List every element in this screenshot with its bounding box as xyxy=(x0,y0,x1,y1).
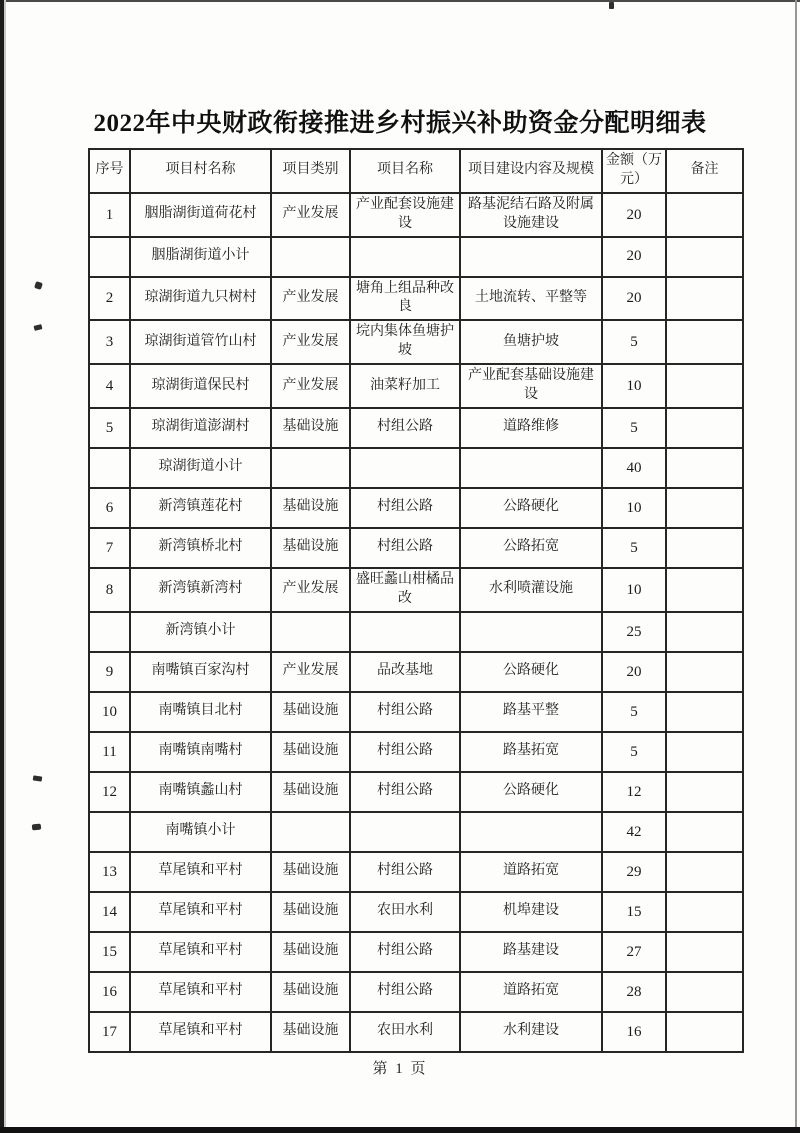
cell-category xyxy=(271,612,350,652)
cell-content: 道路拓宽 xyxy=(460,852,602,892)
cell-content: 路基平整 xyxy=(460,692,602,732)
cell-amount: 20 xyxy=(602,277,666,321)
cell-note xyxy=(666,408,743,448)
cell-village: 草尾镇和平村 xyxy=(130,892,271,932)
cell-amount: 25 xyxy=(602,612,666,652)
table-row xyxy=(89,488,743,528)
cell-project xyxy=(350,612,460,652)
table-row xyxy=(89,364,743,408)
scan-edge-right xyxy=(795,0,797,1133)
cell-content xyxy=(460,812,602,852)
cell-no: 17 xyxy=(89,1012,130,1052)
cell-village: 琼湖街道澎湖村 xyxy=(130,408,271,448)
cell-amount: 20 xyxy=(602,237,666,277)
scan-edge-bottom xyxy=(0,1127,800,1133)
cell-note xyxy=(666,364,743,408)
cell-project: 村组公路 xyxy=(350,408,460,448)
cell-village: 南嘴镇目北村 xyxy=(130,692,271,732)
cell-project: 油菜籽加工 xyxy=(350,364,460,408)
cell-no: 8 xyxy=(89,568,130,612)
cell-no xyxy=(89,812,130,852)
table-row xyxy=(89,277,743,321)
table-row xyxy=(89,772,743,812)
table-row xyxy=(89,852,743,892)
cell-project: 村组公路 xyxy=(350,772,460,812)
cell-note xyxy=(666,1012,743,1052)
cell-note xyxy=(666,972,743,1012)
cell-no: 14 xyxy=(89,892,130,932)
cell-category: 基础设施 xyxy=(271,528,350,568)
cell-content: 产业配套基础设施建设 xyxy=(460,364,602,408)
cell-project: 村组公路 xyxy=(350,932,460,972)
cell-note xyxy=(666,568,743,612)
cell-note xyxy=(666,237,743,277)
cell-village: 新湾镇新湾村 xyxy=(130,568,271,612)
cell-project: 品改基地 xyxy=(350,652,460,692)
cell-no xyxy=(89,448,130,488)
cell-amount: 5 xyxy=(602,408,666,448)
cell-amount: 16 xyxy=(602,1012,666,1052)
cell-note xyxy=(666,812,743,852)
cell-project xyxy=(350,448,460,488)
cell-project: 村组公路 xyxy=(350,732,460,772)
table-row xyxy=(89,892,743,932)
cell-no: 2 xyxy=(89,277,130,321)
cell-no: 12 xyxy=(89,772,130,812)
cell-village: 草尾镇和平村 xyxy=(130,972,271,1012)
cell-content: 道路维修 xyxy=(460,408,602,448)
cell-note xyxy=(666,488,743,528)
cell-project: 盛旺蠡山柑橘品改 xyxy=(350,568,460,612)
cell-content: 公路硬化 xyxy=(460,652,602,692)
cell-content: 公路硬化 xyxy=(460,488,602,528)
cell-project xyxy=(350,237,460,277)
cell-amount: 29 xyxy=(602,852,666,892)
column-header: 项目建设内容及规模 xyxy=(460,149,602,193)
cell-no: 1 xyxy=(89,193,130,237)
cell-no xyxy=(89,237,130,277)
cell-no: 16 xyxy=(89,972,130,1012)
cell-note xyxy=(666,772,743,812)
cell-note xyxy=(666,612,743,652)
column-header: 项目村名称 xyxy=(130,149,271,193)
cell-category xyxy=(271,237,350,277)
cell-note xyxy=(666,932,743,972)
cell-no: 13 xyxy=(89,852,130,892)
cell-amount: 10 xyxy=(602,488,666,528)
cell-amount: 5 xyxy=(602,692,666,732)
column-header: 项目类别 xyxy=(271,149,350,193)
cell-village: 新湾镇桥北村 xyxy=(130,528,271,568)
cell-no: 5 xyxy=(89,408,130,448)
cell-category: 基础设施 xyxy=(271,488,350,528)
cell-content: 路基拓宽 xyxy=(460,732,602,772)
scan-edge-top xyxy=(0,0,800,2)
cell-village: 草尾镇和平村 xyxy=(130,852,271,892)
subtotal-row xyxy=(89,812,743,852)
cell-content: 道路拓宽 xyxy=(460,972,602,1012)
cell-no: 6 xyxy=(89,488,130,528)
cell-village: 琼湖街道管竹山村 xyxy=(130,320,271,364)
cell-category: 基础设施 xyxy=(271,852,350,892)
cell-project: 村组公路 xyxy=(350,692,460,732)
table-row xyxy=(89,732,743,772)
cell-no: 11 xyxy=(89,732,130,772)
cell-note xyxy=(666,448,743,488)
cell-note xyxy=(666,320,743,364)
cell-amount: 27 xyxy=(602,932,666,972)
cell-content xyxy=(460,612,602,652)
cell-amount: 40 xyxy=(602,448,666,488)
cell-village: 琼湖街道保民村 xyxy=(130,364,271,408)
cell-note xyxy=(666,277,743,321)
cell-category: 基础设施 xyxy=(271,892,350,932)
cell-category: 基础设施 xyxy=(271,692,350,732)
cell-content: 机埠建设 xyxy=(460,892,602,932)
cell-category: 基础设施 xyxy=(271,972,350,1012)
cell-project: 村组公路 xyxy=(350,528,460,568)
cell-note xyxy=(666,852,743,892)
cell-content: 鱼塘护坡 xyxy=(460,320,602,364)
cell-category: 产业发展 xyxy=(271,193,350,237)
cell-village: 南嘴镇蠡山村 xyxy=(130,772,271,812)
scan-artifact xyxy=(34,281,43,290)
table-row xyxy=(89,568,743,612)
cell-amount: 5 xyxy=(602,320,666,364)
cell-content xyxy=(460,448,602,488)
cell-village: 南嘴镇南嘴村 xyxy=(130,732,271,772)
cell-note xyxy=(666,732,743,772)
scan-artifact xyxy=(609,2,614,9)
subsidy-table xyxy=(88,148,744,1053)
cell-project: 农田水利 xyxy=(350,1012,460,1052)
cell-village: 新湾镇莲花村 xyxy=(130,488,271,528)
column-header: 序号 xyxy=(89,149,130,193)
cell-category xyxy=(271,448,350,488)
cell-amount: 10 xyxy=(602,364,666,408)
subtotal-row xyxy=(89,448,743,488)
cell-category xyxy=(271,812,350,852)
table-row xyxy=(89,1012,743,1052)
cell-project: 产业配套设施建设 xyxy=(350,193,460,237)
cell-category: 基础设施 xyxy=(271,772,350,812)
cell-amount: 28 xyxy=(602,972,666,1012)
table-row xyxy=(89,320,743,364)
cell-category: 基础设施 xyxy=(271,932,350,972)
cell-amount: 20 xyxy=(602,652,666,692)
table-row xyxy=(89,193,743,237)
cell-note xyxy=(666,528,743,568)
cell-category: 产业发展 xyxy=(271,277,350,321)
cell-no: 10 xyxy=(89,692,130,732)
cell-village: 草尾镇和平村 xyxy=(130,932,271,972)
cell-amount: 20 xyxy=(602,193,666,237)
header-row xyxy=(89,149,743,193)
cell-village: 琼湖街道九只树村 xyxy=(130,277,271,321)
scan-artifact xyxy=(32,824,42,831)
cell-project: 塘角上组品种改良 xyxy=(350,277,460,321)
cell-amount: 12 xyxy=(602,772,666,812)
cell-category: 产业发展 xyxy=(271,568,350,612)
cell-category: 基础设施 xyxy=(271,408,350,448)
cell-amount: 42 xyxy=(602,812,666,852)
table-container xyxy=(88,148,744,1053)
cell-project: 农田水利 xyxy=(350,892,460,932)
cell-content: 公路拓宽 xyxy=(460,528,602,568)
cell-category: 基础设施 xyxy=(271,1012,350,1052)
column-header: 备注 xyxy=(666,149,743,193)
table-row xyxy=(89,408,743,448)
cell-village: 胭脂湖街道荷花村 xyxy=(130,193,271,237)
cell-content: 土地流转、平整等 xyxy=(460,277,602,321)
scan-edge-left-shadow xyxy=(4,0,6,1133)
cell-amount: 15 xyxy=(602,892,666,932)
cell-category: 产业发展 xyxy=(271,320,350,364)
table-row xyxy=(89,528,743,568)
cell-village: 琼湖街道小计 xyxy=(130,448,271,488)
cell-project: 村组公路 xyxy=(350,972,460,1012)
cell-note xyxy=(666,193,743,237)
cell-note xyxy=(666,892,743,932)
cell-content: 水利建设 xyxy=(460,1012,602,1052)
cell-amount: 5 xyxy=(602,528,666,568)
table-row xyxy=(89,692,743,732)
column-header: 项目名称 xyxy=(350,149,460,193)
cell-village: 新湾镇小计 xyxy=(130,612,271,652)
cell-project: 村组公路 xyxy=(350,488,460,528)
cell-village: 南嘴镇小计 xyxy=(130,812,271,852)
cell-category: 基础设施 xyxy=(271,732,350,772)
scan-artifact xyxy=(33,775,43,781)
cell-content: 路基建设 xyxy=(460,932,602,972)
cell-note xyxy=(666,692,743,732)
table-row xyxy=(89,972,743,1012)
cell-village: 草尾镇和平村 xyxy=(130,1012,271,1052)
cell-note xyxy=(666,652,743,692)
table-row xyxy=(89,932,743,972)
cell-project: 村组公路 xyxy=(350,852,460,892)
cell-content xyxy=(460,237,602,277)
cell-content: 路基泥结石路及附属设施建设 xyxy=(460,193,602,237)
table-row xyxy=(89,652,743,692)
cell-no: 9 xyxy=(89,652,130,692)
subtotal-row xyxy=(89,612,743,652)
cell-project xyxy=(350,812,460,852)
table-body xyxy=(89,193,743,1052)
cell-amount: 5 xyxy=(602,732,666,772)
cell-amount: 10 xyxy=(602,568,666,612)
cell-category: 产业发展 xyxy=(271,364,350,408)
subtotal-row xyxy=(89,237,743,277)
cell-no xyxy=(89,612,130,652)
cell-content: 水利喷灌设施 xyxy=(460,568,602,612)
cell-village: 胭脂湖街道小计 xyxy=(130,237,271,277)
cell-content: 公路硬化 xyxy=(460,772,602,812)
cell-no: 4 xyxy=(89,364,130,408)
cell-no: 7 xyxy=(89,528,130,568)
cell-village: 南嘴镇百家沟村 xyxy=(130,652,271,692)
scan-artifact xyxy=(34,324,43,331)
cell-no: 3 xyxy=(89,320,130,364)
column-header: 金额（万元） xyxy=(602,149,666,193)
page-title: 2022年中央财政衔接推进乡村振兴补助资金分配明细表 xyxy=(93,109,707,137)
cell-project: 垸内集体鱼塘护坡 xyxy=(350,320,460,364)
page-number: 第 1 页 xyxy=(372,1061,428,1077)
cell-no: 15 xyxy=(89,932,130,972)
cell-category: 产业发展 xyxy=(271,652,350,692)
